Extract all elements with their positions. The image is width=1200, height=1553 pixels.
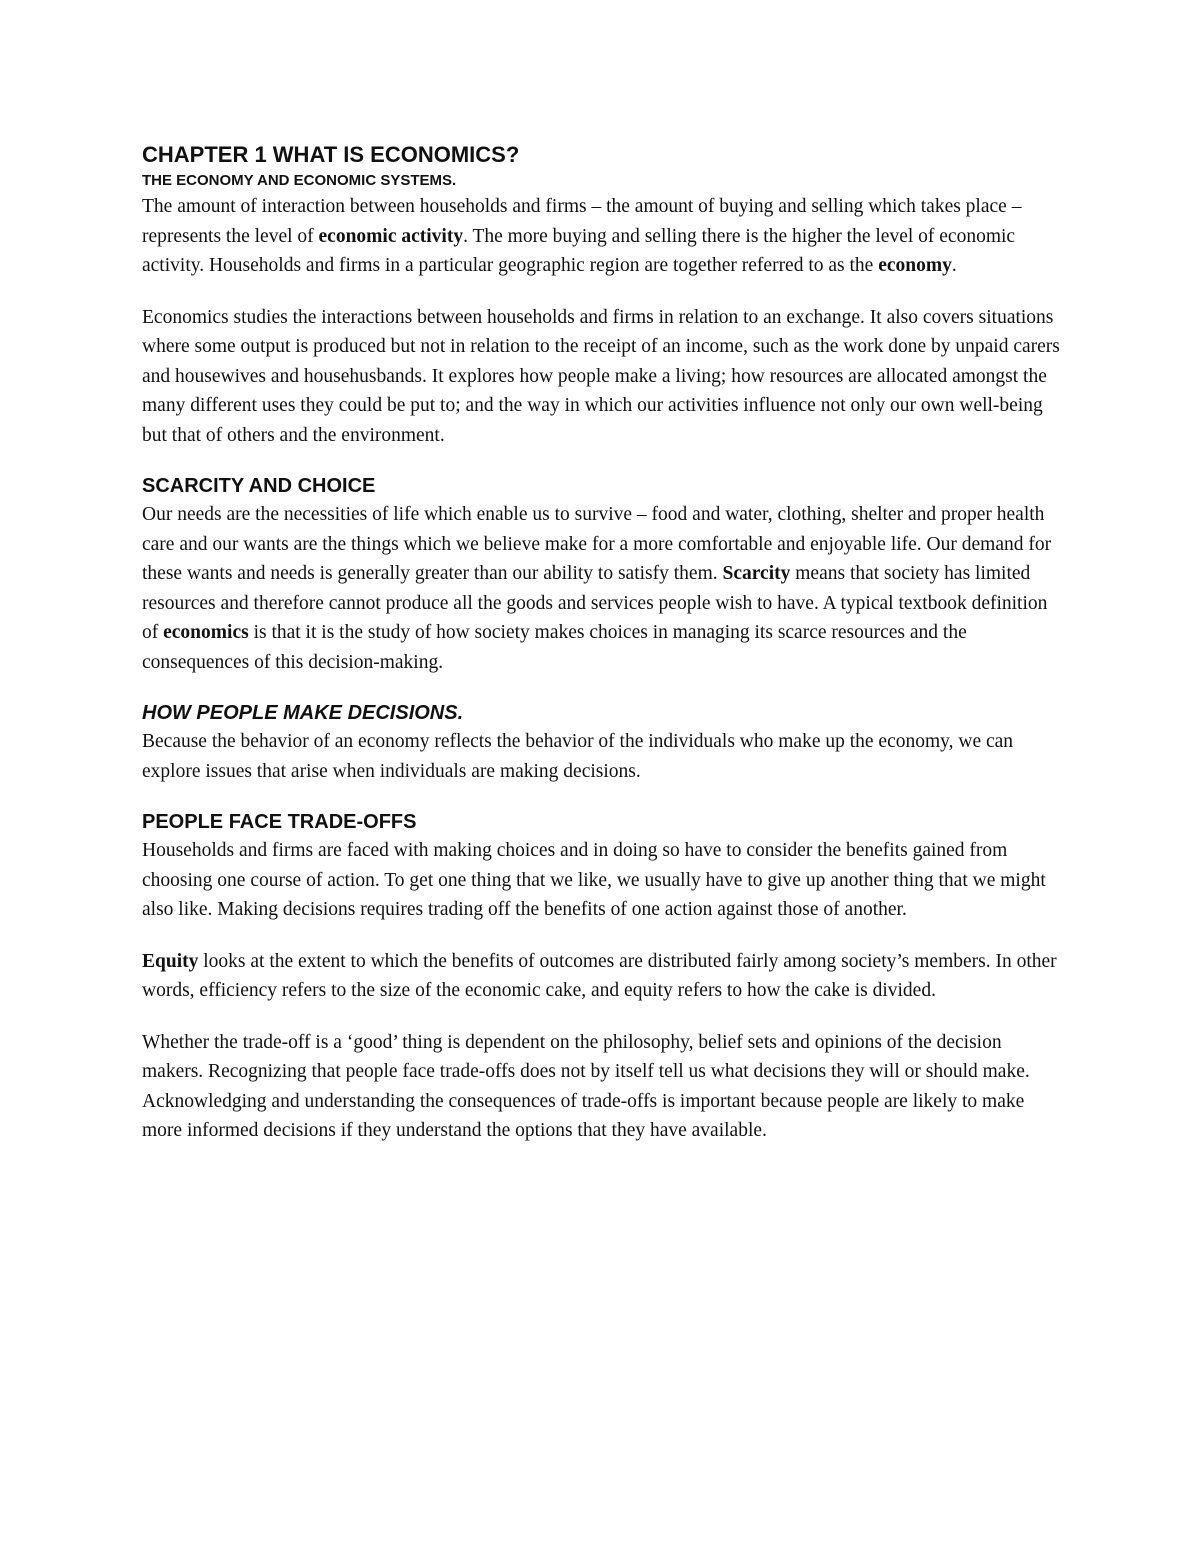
section-heading-economy: THE ECONOMY AND ECONOMIC SYSTEMS. xyxy=(142,172,457,189)
document-page xyxy=(142,140,1062,1146)
section-heading-scarcity: SCARCITY AND CHOICE xyxy=(142,475,376,497)
text-run: Our needs are the necessities of life which enable us to survive – food and water, clothing, shelter and proper health care and our wants are the things which we believe make for a more comfortable and enjoyable life. Our demand for these wants and needs is generally greater than our ability to satisfy them. xyxy=(142,504,1052,584)
spacer xyxy=(142,450,1062,472)
spacer xyxy=(142,925,1062,947)
paragraph-decisions: Because the behavior of an economy reflects the behavior of the individuals who make up the economy, we can explore issues that arise when individuals are making decisions. xyxy=(142,731,1014,782)
chapter-title: CHAPTER 1 WHAT IS ECONOMICS? xyxy=(142,142,520,167)
paragraph-economics-studies: Economics studies the interactions between households and firms in relation to an exchange. It also covers situations where some output is produced but not in relation to the receipt of an income, such as the work done by unpaid carers and housewives and househusbands. It explores how people make a living; how resources are allocated amongst the many different uses they could be put to; and the way in which our activities influence not only our own well-being but that of others and the environment. xyxy=(142,306,1060,446)
term-economy: economy xyxy=(878,255,952,276)
section-heading-trade-offs: PEOPLE FACE TRADE-OFFS xyxy=(142,811,417,833)
text-run: is that it is the study of how society makes choices in managing its scarce resources and the consequences of this decision-making. xyxy=(142,622,967,673)
term-economic-activity: economic activity xyxy=(318,225,464,247)
term-economics: economics xyxy=(163,622,249,643)
paragraph-scarcity xyxy=(142,500,1062,677)
spacer xyxy=(142,677,1062,699)
text-run: . xyxy=(951,255,957,276)
spacer xyxy=(142,1006,1062,1028)
paragraph-equity xyxy=(142,947,1062,1006)
spacer xyxy=(142,786,1062,808)
text-run: . The more buying and selling there is the higher the level of economic activity. Households and firms in a particular geographic region are together referred to as the xyxy=(142,225,1016,276)
spacer xyxy=(142,281,1062,303)
text-run: looks at the extent to which the benefits of outcomes are distributed fairly among society’s members. In other words, efficiency refers to the size of the economic cake, and equity refers to how the cake is divided. xyxy=(142,950,1057,1001)
text-run: The amount of interaction between households and firms – the amount of buying and selling which takes place – represents the level of xyxy=(142,196,1022,247)
paragraph-trade-offs: Households and firms are faced with making choices and in doing so have to consider the benefits gained from choosing one course of action. To get one thing that we like, we usually have to give up another thing that we might also like. Making decisions requires trading off the benefits of one action against those of another. xyxy=(142,840,1046,920)
paragraph-economic-activity xyxy=(142,192,1062,281)
term-scarcity: Scarcity xyxy=(722,563,791,584)
section-heading-decisions: HOW PEOPLE MAKE DECISIONS. xyxy=(142,702,464,724)
paragraph-trade-off-good: Whether the trade-off is a ‘good’ thing is dependent on the philosophy, belief sets and opinions of the decision makers. Recognizing that people face trade-offs does not by itself tell us what decisions they will or should make. Acknowledging and understanding the consequences of trade-offs is important because people are likely to make more informed decisions if they understand the options that they have available. xyxy=(142,1031,1030,1141)
text-run: means that society has limited resources and therefore cannot produce all the goods and services people wish to have. A typical textbook definition of xyxy=(142,563,1048,643)
term-equity: Equity xyxy=(142,950,199,972)
